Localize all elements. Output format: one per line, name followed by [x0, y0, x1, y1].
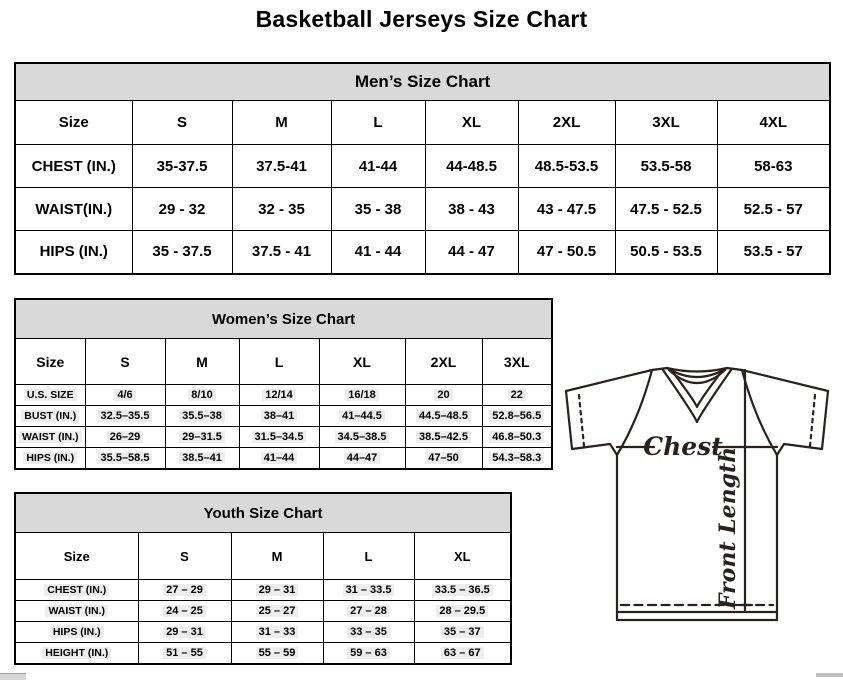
mens-cell [425, 145, 518, 188]
mens-cell-value: 50.5 - 53.5 [630, 243, 702, 261]
youth-cell-value: 27 – 28 [347, 605, 390, 617]
youth-data-row-2 [15, 622, 511, 643]
mens-cell-value: 47.5 - 52.5 [630, 200, 702, 218]
mens-cell [518, 145, 615, 188]
womens-data-row-2 [15, 427, 552, 448]
womens-cell [85, 448, 165, 469]
mens-table-title: Men’s Size Chart [15, 63, 830, 101]
womens-cell-value: 35.5–58.5 [98, 452, 153, 464]
mens-column-header-3xl: 3XL [615, 101, 717, 145]
horizontal-scrollbar-fragment-right[interactable] [816, 673, 843, 677]
youth-cell-value: 33 – 35 [347, 626, 390, 638]
mens-cell [717, 231, 830, 274]
youth-row-label-text: CHEST (IN.) [44, 584, 109, 596]
youth-cell [414, 643, 511, 664]
womens-column-header-3xl: 3XL [482, 339, 552, 385]
womens-data-row-1 [15, 406, 552, 427]
womens-cell-value: 38.5–41 [179, 452, 225, 464]
womens-cell-value: 44–47 [344, 452, 381, 464]
womens-row-label-text: BUST (IN.) [21, 410, 79, 422]
mens-cell-value: 44-48.5 [446, 157, 497, 175]
womens-row-label-text: U.S. SIZE [24, 389, 77, 401]
mens-cell [232, 145, 331, 188]
womens-cell-value: 32.5–35.5 [98, 410, 153, 422]
womens-table-title: Women’s Size Chart [15, 299, 552, 339]
youth-cell [323, 622, 414, 643]
womens-cell [239, 406, 319, 427]
mens-cell [331, 145, 425, 188]
womens-column-header-l: L [239, 339, 319, 385]
youth-cell-value: 31 – 33 [256, 626, 299, 638]
womens-cell [85, 385, 165, 406]
youth-cell-value: 51 – 55 [163, 647, 206, 659]
youth-size-table [14, 492, 512, 665]
womens-cell [482, 448, 552, 469]
youth-cell [231, 580, 323, 601]
womens-cell-value: 52.8–56.5 [489, 410, 544, 422]
youth-cell-value: 55 – 59 [256, 647, 299, 659]
mens-row-label-text: WAIST(IN.) [35, 200, 113, 218]
mens-column-header-2xl: 2XL [518, 101, 615, 145]
mens-cell-value: 43 - 47.5 [536, 200, 597, 218]
womens-cell-value: 8/10 [188, 389, 215, 401]
youth-cell-value: 35 – 37 [441, 626, 484, 638]
youth-cell-value: 59 – 63 [347, 647, 390, 659]
womens-cell [319, 406, 405, 427]
youth-column-header-s: S [138, 533, 231, 580]
page-title: Basketball Jerseys Size Chart [255, 6, 588, 32]
youth-row-label [15, 622, 138, 643]
mens-cell [132, 145, 232, 188]
youth-header-row [15, 533, 511, 580]
mens-cell [518, 188, 615, 231]
youth-cell-value: 28 – 29.5 [436, 605, 488, 617]
youth-cell-value: 27 – 29 [163, 584, 206, 596]
womens-cell-value: 41–44.5 [339, 410, 385, 422]
front-length-label: Front Length [715, 446, 741, 610]
youth-cell [414, 622, 511, 643]
mens-cell [615, 188, 717, 231]
youth-cell [323, 580, 414, 601]
youth-data-row-1 [15, 601, 511, 622]
youth-row-label-text: HIPS (IN.) [50, 626, 104, 638]
youth-cell [138, 643, 231, 664]
youth-cell-value: 24 – 25 [163, 605, 206, 617]
womens-data-row-3 [15, 448, 552, 469]
mens-row-label-text: HIPS (IN.) [39, 243, 108, 261]
youth-cell-value: 63 – 67 [441, 647, 484, 659]
womens-cell [482, 385, 552, 406]
mens-row-label [15, 145, 132, 188]
youth-cell [231, 622, 323, 643]
womens-header-row [15, 339, 552, 385]
mens-cell [132, 231, 232, 274]
mens-cell-value: 37.5 - 41 [251, 243, 312, 261]
mens-header-row [15, 101, 830, 145]
mens-cell [331, 188, 425, 231]
mens-cell [425, 231, 518, 274]
youth-column-header-xl: XL [414, 533, 511, 580]
youth-row-label [15, 601, 138, 622]
youth-row-label-text: WAIST (IN.) [45, 605, 108, 617]
womens-cell [319, 427, 405, 448]
womens-cell-value: 38–41 [261, 410, 298, 422]
womens-size-table [14, 298, 553, 470]
womens-cell [239, 385, 319, 406]
mens-size-table [14, 62, 831, 275]
mens-row-label [15, 231, 132, 274]
mens-row-label-text: CHEST (IN.) [31, 157, 116, 175]
womens-cell-value: 31.5–34.5 [252, 431, 307, 443]
youth-cell [138, 622, 231, 643]
womens-cell-value: 4/6 [114, 389, 135, 401]
mens-cell-value: 53.5 - 57 [743, 243, 803, 261]
womens-cell [482, 427, 552, 448]
youth-cell [414, 580, 511, 601]
womens-column-header-m: M [165, 339, 239, 385]
womens-column-header-s: S [85, 339, 165, 385]
womens-cell-value: 22 [508, 389, 526, 401]
youth-table-title: Youth Size Chart [15, 493, 511, 533]
womens-cell [239, 448, 319, 469]
mens-band-row [15, 63, 830, 101]
womens-cell [165, 448, 239, 469]
mens-row-label [15, 188, 132, 231]
mens-cell [331, 231, 425, 274]
womens-cell-value: 29–31.5 [179, 431, 225, 443]
mens-cell [132, 188, 232, 231]
mens-column-header-size: Size [15, 101, 132, 145]
womens-cell-value: 26–29 [107, 431, 144, 443]
mens-cell-value: 35 - 37.5 [152, 243, 212, 261]
womens-row-label [15, 385, 85, 406]
youth-cell [323, 643, 414, 664]
womens-cell-value: 41–44 [261, 452, 298, 464]
youth-cell [231, 643, 323, 664]
womens-cell [319, 448, 405, 469]
womens-cell-value: 16/18 [345, 389, 379, 401]
womens-cell [482, 406, 552, 427]
womens-cell [165, 406, 239, 427]
mens-cell [425, 188, 518, 231]
mens-cell-value: 41-44 [358, 157, 398, 175]
mens-data-row-0 [15, 145, 830, 188]
mens-cell-value: 44 - 47 [448, 243, 495, 261]
womens-cell-value: 34.5–38.5 [335, 431, 390, 443]
mens-column-header-m: M [232, 101, 331, 145]
mens-cell-value: 53.5-58 [640, 157, 692, 175]
chest-label: Chest [643, 432, 723, 461]
womens-row-label-text: WAIST (IN.) [19, 431, 82, 443]
youth-cell-value: 29 – 31 [256, 584, 299, 596]
womens-column-header-2xl: 2XL [405, 339, 482, 385]
mens-cell [232, 188, 331, 231]
womens-cell [239, 427, 319, 448]
womens-cell [405, 427, 482, 448]
womens-cell [165, 427, 239, 448]
youth-row-label [15, 643, 138, 664]
youth-cell [323, 601, 414, 622]
mens-cell-value: 41 - 44 [354, 243, 402, 261]
youth-data-row-0 [15, 580, 511, 601]
womens-column-header-size: Size [15, 339, 85, 385]
womens-row-label [15, 406, 85, 427]
womens-band-row [15, 299, 552, 339]
womens-cell-value: 20 [434, 389, 452, 401]
mens-cell [615, 231, 717, 274]
mens-cell [717, 188, 830, 231]
mens-data-row-2 [15, 231, 830, 274]
womens-cell-value: 54.3–58.3 [489, 452, 544, 464]
womens-cell-value: 47–50 [425, 452, 462, 464]
mens-column-header-4xl: 4XL [717, 101, 830, 145]
mens-cell-value: 52.5 - 57 [743, 200, 803, 218]
mens-cell-value: 37.5-41 [256, 157, 307, 175]
womens-cell [165, 385, 239, 406]
mens-column-header-l: L [331, 101, 425, 145]
youth-column-header-size: Size [15, 533, 138, 580]
mens-cell-value: 32 - 35 [258, 200, 305, 218]
womens-cell [319, 385, 405, 406]
youth-column-header-l: L [323, 533, 414, 580]
womens-cell-value: 38.5–42.5 [416, 431, 471, 443]
womens-cell [405, 385, 482, 406]
mens-cell-value: 48.5-53.5 [534, 157, 599, 175]
womens-cell-value: 46.8–50.3 [489, 431, 544, 443]
womens-cell [85, 427, 165, 448]
mens-cell [615, 145, 717, 188]
youth-cell-value: 25 – 27 [256, 605, 299, 617]
mens-cell-value: 47 - 50.5 [536, 243, 597, 261]
womens-cell-value: 35.5–38 [179, 410, 225, 422]
mens-cell-value: 58-63 [754, 157, 793, 175]
mens-column-header-xl: XL [425, 101, 518, 145]
womens-cell-value: 12/14 [262, 389, 296, 401]
womens-row-label [15, 448, 85, 469]
youth-column-header-m: M [231, 533, 323, 580]
youth-cell [138, 580, 231, 601]
womens-row-label [15, 427, 85, 448]
mens-cell [232, 231, 331, 274]
womens-column-header-xl: XL [319, 339, 405, 385]
womens-data-row-0 [15, 385, 552, 406]
mens-data-row-1 [15, 188, 830, 231]
womens-cell [405, 406, 482, 427]
youth-cell-value: 33.5 – 36.5 [432, 584, 493, 596]
youth-cell [138, 601, 231, 622]
youth-cell-value: 31 – 33.5 [343, 584, 395, 596]
youth-data-row-3 [15, 643, 511, 664]
mens-cell-value: 38 - 43 [448, 200, 495, 218]
youth-row-label [15, 580, 138, 601]
youth-cell [231, 601, 323, 622]
mens-cell [518, 231, 615, 274]
mens-cell-value: 35 - 38 [354, 200, 402, 218]
youth-cell-value: 29 – 31 [163, 626, 206, 638]
womens-row-label-text: HIPS (IN.) [23, 452, 77, 464]
womens-cell-value: 44.5–48.5 [416, 410, 471, 422]
mens-cell-value: 35-37.5 [156, 157, 208, 175]
mens-cell [717, 145, 830, 188]
youth-row-label-text: HEIGHT (IN.) [42, 647, 111, 659]
womens-cell [405, 448, 482, 469]
mens-column-header-s: S [132, 101, 232, 145]
youth-band-row [15, 493, 511, 533]
jersey-measurement-diagram [556, 358, 838, 630]
womens-cell [85, 406, 165, 427]
mens-cell-value: 29 - 32 [158, 200, 206, 218]
youth-cell [414, 601, 511, 622]
